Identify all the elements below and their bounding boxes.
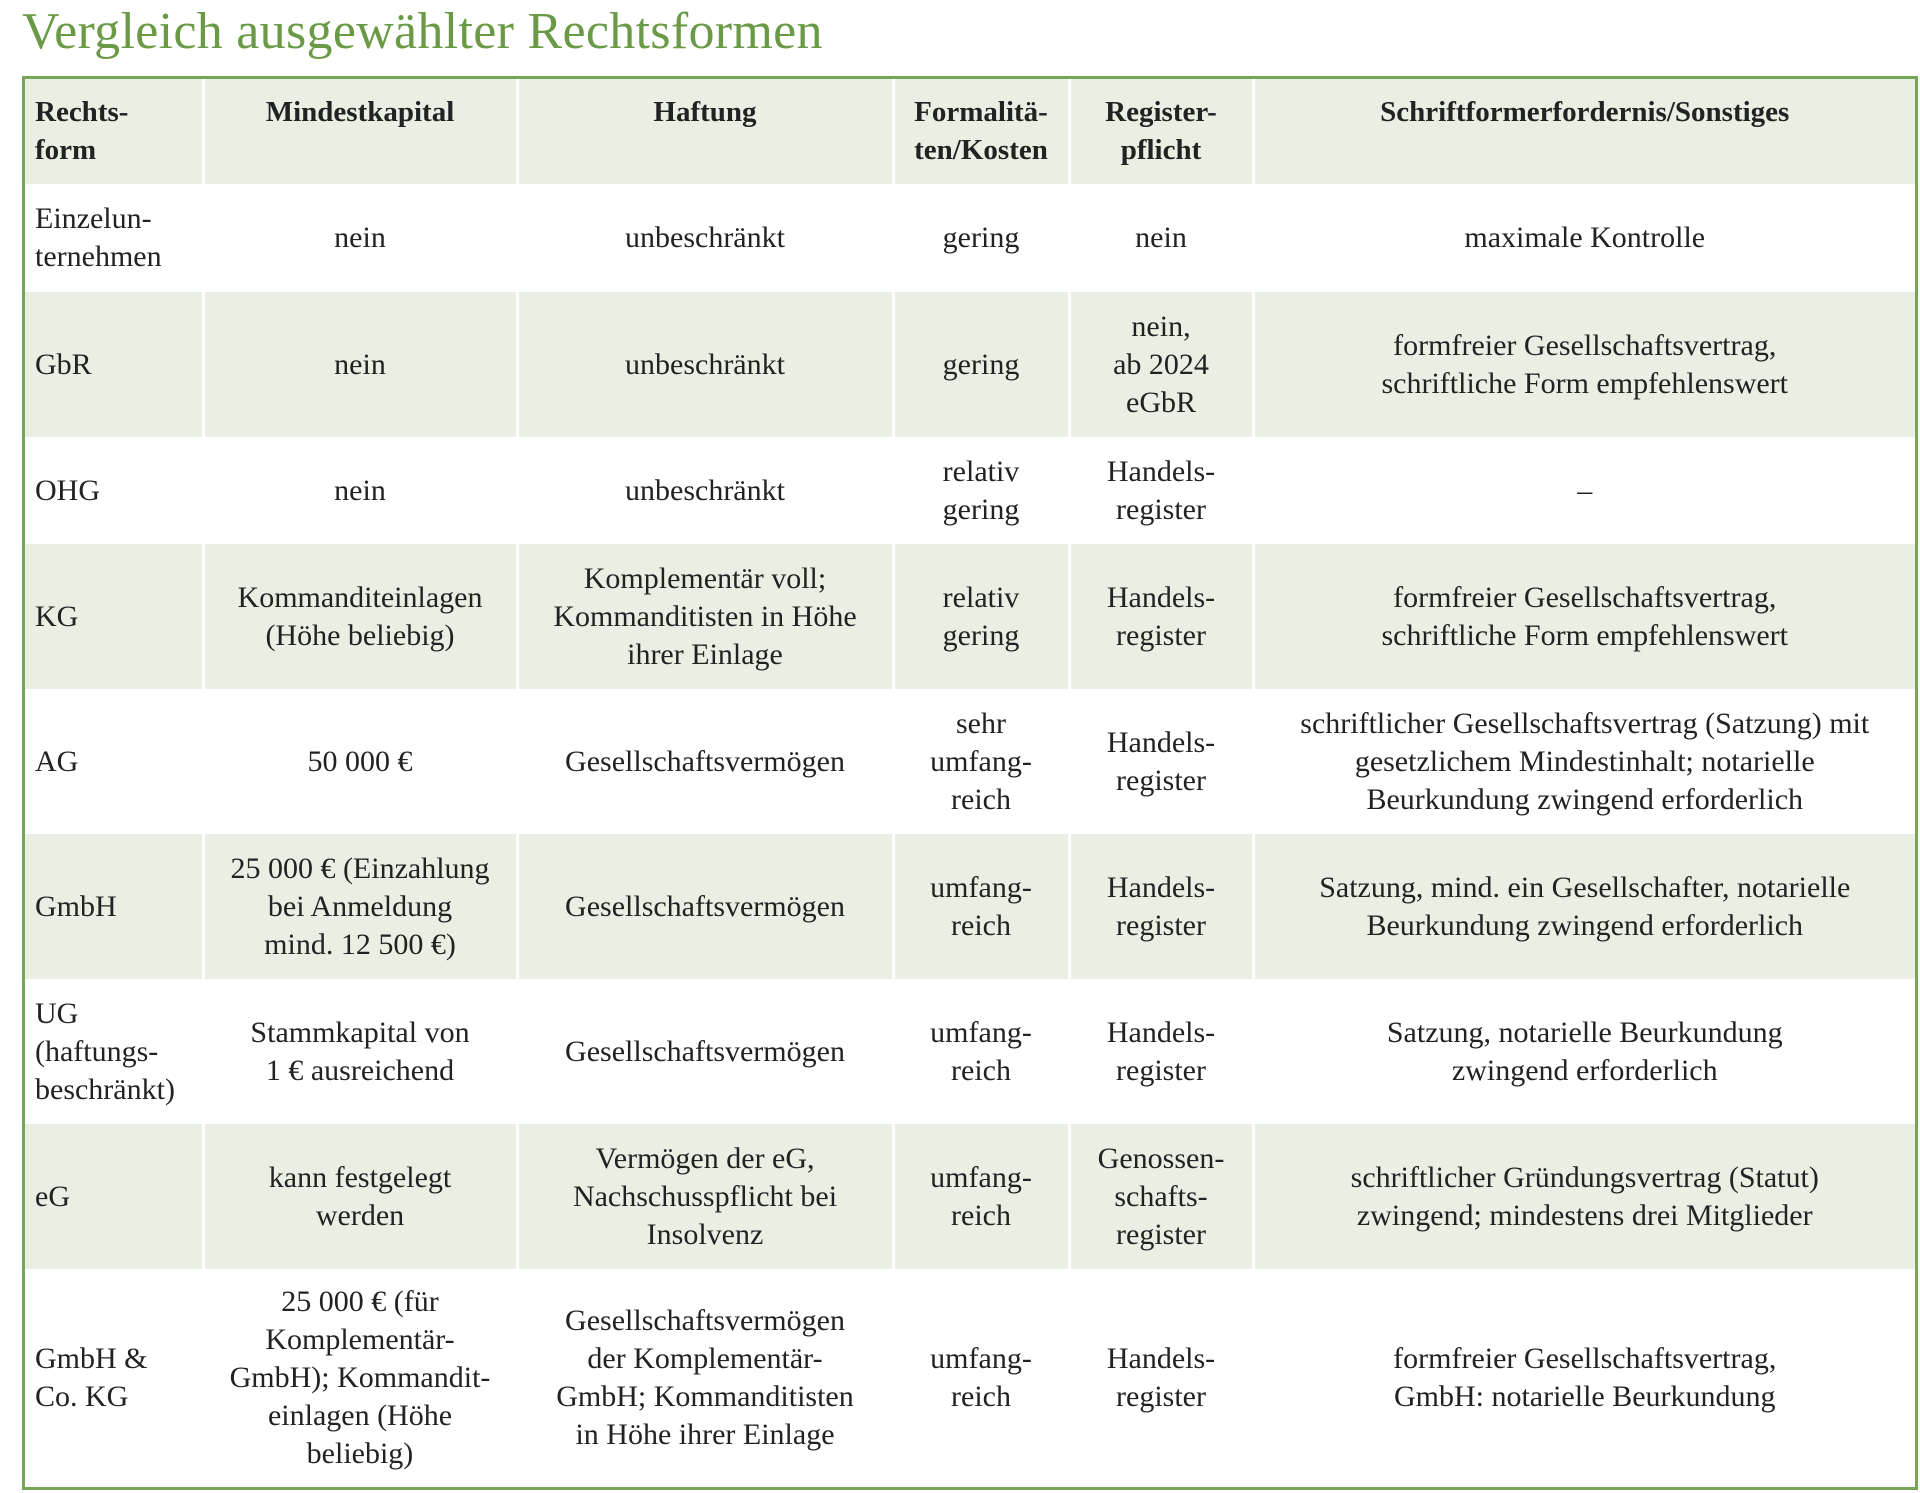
cell-haftung: unbeschränkt xyxy=(517,292,893,437)
cell-formalitaeten: relativ gering xyxy=(893,544,1069,689)
cell-formalitaeten: relativ gering xyxy=(893,437,1069,544)
cell-mindestkapital: kann festgelegt werden xyxy=(203,1124,517,1269)
cell-formalitaeten: umfang- reich xyxy=(893,834,1069,979)
cell-mindestkapital: Stammkapital von 1 € ausreichend xyxy=(203,979,517,1124)
header-haftung: Haftung xyxy=(517,79,893,184)
cell-sonstiges: formfreier Gesellschaftsvertrag, GmbH: notarielle Beurkundung xyxy=(1253,1269,1915,1487)
cell-rechtsform: UG (haftungs- beschränkt) xyxy=(25,979,203,1124)
cell-haftung: Komplementär voll; Kommanditisten in Höhe ihrer Einlage xyxy=(517,544,893,689)
header-rechtsform: Rechts- form xyxy=(25,79,203,184)
cell-rechtsform: GmbH xyxy=(25,834,203,979)
cell-registerpflicht: Handels- register xyxy=(1069,979,1253,1124)
cell-registerpflicht: nein xyxy=(1069,184,1253,292)
cell-haftung: Vermögen der eG, Nachschusspflicht bei Insolvenz xyxy=(517,1124,893,1269)
cell-registerpflicht: Handels- register xyxy=(1069,437,1253,544)
cell-registerpflicht: Genossen- schafts- register xyxy=(1069,1124,1253,1269)
cell-registerpflicht: Handels- register xyxy=(1069,544,1253,689)
cell-haftung: unbeschränkt xyxy=(517,184,893,292)
header-registerpflicht: Register- pflicht xyxy=(1069,79,1253,184)
table-header-row xyxy=(25,79,1915,184)
cell-formalitaeten: umfang- reich xyxy=(893,1269,1069,1487)
cell-mindestkapital: nein xyxy=(203,184,517,292)
comparison-table xyxy=(25,79,1915,1487)
cell-rechtsform: AG xyxy=(25,689,203,834)
table-row xyxy=(25,544,1915,689)
cell-registerpflicht: Handels- register xyxy=(1069,1269,1253,1487)
cell-formalitaeten: umfang- reich xyxy=(893,979,1069,1124)
header-mindestkapital: Mindestkapital xyxy=(203,79,517,184)
cell-rechtsform: OHG xyxy=(25,437,203,544)
cell-sonstiges: Satzung, mind. ein Gesellschafter, notarielle Beurkundung zwingend erforderlich xyxy=(1253,834,1915,979)
cell-mindestkapital: nein xyxy=(203,292,517,437)
cell-haftung: Gesellschaftsvermögen xyxy=(517,834,893,979)
cell-formalitaeten: sehr umfang- reich xyxy=(893,689,1069,834)
cell-rechtsform: GmbH & Co. KG xyxy=(25,1269,203,1487)
cell-registerpflicht: nein, ab 2024 eGbR xyxy=(1069,292,1253,437)
cell-rechtsform: eG xyxy=(25,1124,203,1269)
table-row xyxy=(25,979,1915,1124)
cell-rechtsform: Einzelun- ternehmen xyxy=(25,184,203,292)
cell-sonstiges: schriftlicher Gründungsvertrag (Statut) zwingend; mindestens drei Mitglieder xyxy=(1253,1124,1915,1269)
cell-formalitaeten: gering xyxy=(893,184,1069,292)
cell-sonstiges: formfreier Gesellschaftsvertrag, schriftliche Form empfehlenswert xyxy=(1253,544,1915,689)
cell-sonstiges: Satzung, notarielle Beurkundung zwingend erforderlich xyxy=(1253,979,1915,1124)
cell-mindestkapital: Kommanditeinlagen (Höhe beliebig) xyxy=(203,544,517,689)
header-sonstiges: Schriftformerfordernis/Sonstiges xyxy=(1253,79,1915,184)
cell-sonstiges: maximale Kontrolle xyxy=(1253,184,1915,292)
cell-haftung: Gesellschaftsvermögen der Komplementär- GmbH; Kommanditisten in Höhe ihrer Einlage xyxy=(517,1269,893,1487)
cell-formalitaeten: umfang- reich xyxy=(893,1124,1069,1269)
cell-sonstiges: formfreier Gesellschaftsvertrag, schriftliche Form empfehlenswert xyxy=(1253,292,1915,437)
header-formalitaeten: Formalitä- ten/Kosten xyxy=(893,79,1069,184)
cell-mindestkapital: 25 000 € (für Komplementär- GmbH); Kommandit- einlagen (Höhe beliebig) xyxy=(203,1269,517,1487)
cell-sonstiges: schriftlicher Gesellschaftsvertrag (Satzung) mit gesetzlichem Mindestinhalt; notarielle Beurkundung zwingend erforderlich xyxy=(1253,689,1915,834)
table-row xyxy=(25,1124,1915,1269)
table-row xyxy=(25,437,1915,544)
cell-haftung: unbeschränkt xyxy=(517,437,893,544)
page-title: Vergleich ausgewählter Rechtsformen xyxy=(22,3,823,60)
cell-mindestkapital: 50 000 € xyxy=(203,689,517,834)
cell-haftung: Gesellschaftsvermögen xyxy=(517,979,893,1124)
comparison-table-container xyxy=(22,76,1918,1490)
table-row xyxy=(25,184,1915,292)
table-row xyxy=(25,834,1915,979)
cell-sonstiges: – xyxy=(1253,437,1915,544)
cell-formalitaeten: gering xyxy=(893,292,1069,437)
cell-rechtsform: KG xyxy=(25,544,203,689)
table-row xyxy=(25,1269,1915,1487)
table-row xyxy=(25,689,1915,834)
table-row xyxy=(25,292,1915,437)
cell-registerpflicht: Handels- register xyxy=(1069,689,1253,834)
cell-rechtsform: GbR xyxy=(25,292,203,437)
cell-mindestkapital: 25 000 € (Einzahlung bei Anmeldung mind. 12 500 €) xyxy=(203,834,517,979)
cell-haftung: Gesellschaftsvermögen xyxy=(517,689,893,834)
cell-mindestkapital: nein xyxy=(203,437,517,544)
cell-registerpflicht: Handels- register xyxy=(1069,834,1253,979)
